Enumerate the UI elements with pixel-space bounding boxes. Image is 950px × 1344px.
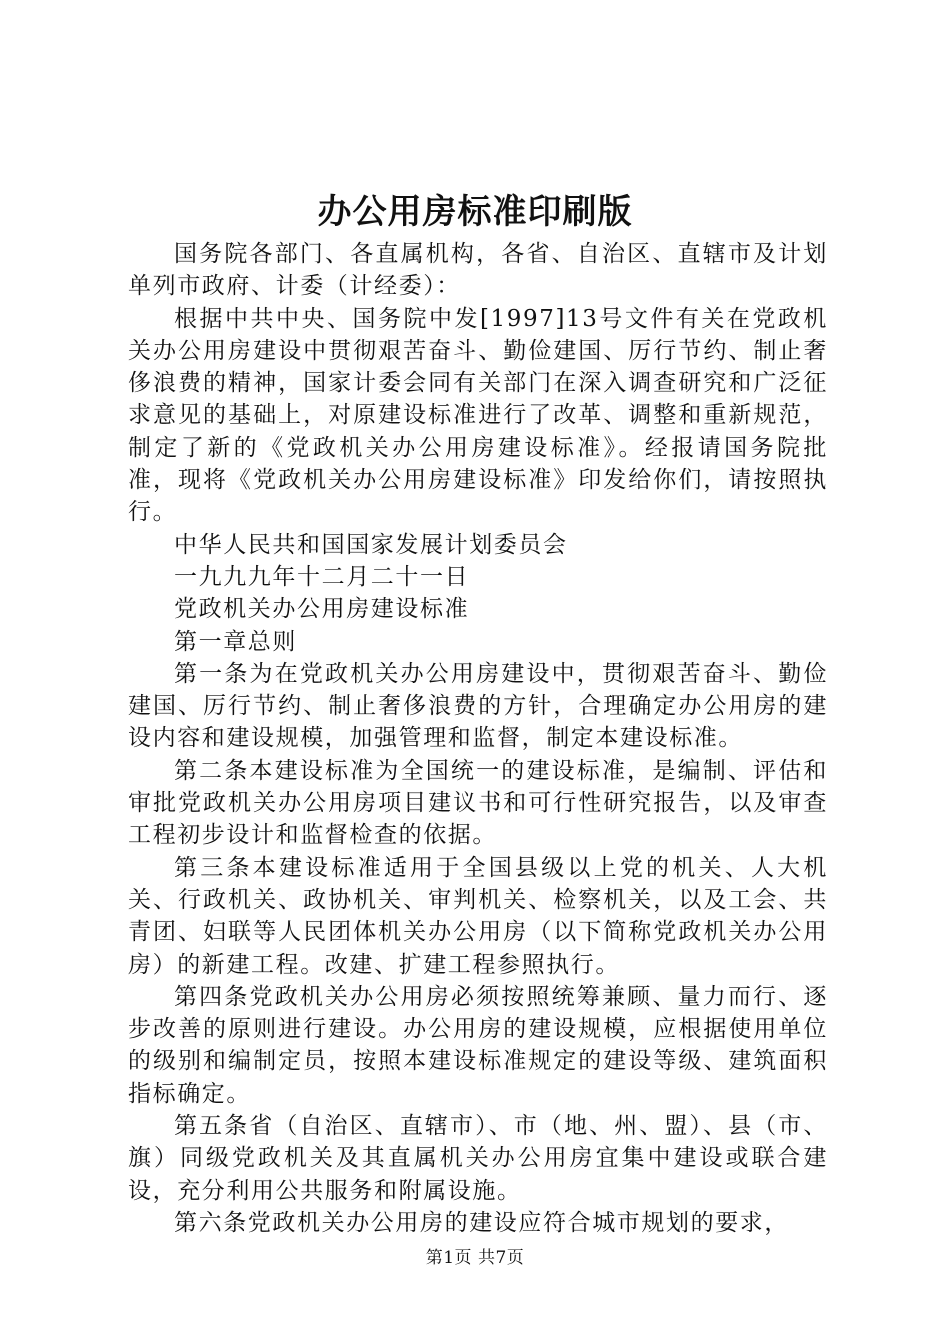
paragraph-addressees: 国务院各部门、各直属机构，各省、自治区、直辖市及计划单列市政府、计委（计经委）： xyxy=(128,241,828,300)
paragraph-article-4: 第四条党政机关办公用房必须按照统筹兼顾、量力而行、逐步改善的原则进行建设。办公用房的建设规模，应根据使用单位的级别和编制定员，按照本建设标准规定的建设等级、建筑面积指标确定。 xyxy=(128,983,828,1107)
paragraph-issuer: 中华人民共和国国家发展计划委员会 xyxy=(174,531,568,558)
paragraph-article-2: 第二条本建设标准为全国统一的建设标准，是编制、评估和审批党政机关办公用房项目建议书和可行性研究报告，以及审查工程初步设计和监督检查的依据。 xyxy=(128,757,828,849)
document-body xyxy=(128,238,828,1239)
paragraph-notice: 根据中共中央、国务院中发[1997]13号文件有关在党政机关办公用房建设中贯彻艰苦奋斗、勤俭建国、厉行节约、制止奢侈浪费的精神，国家计委会同有关部门在深入调查研究和广泛征求意见的基础上，对原建设标准进行了改革、调整和重新规范，制定了新的《党政机关办公用房建设标准》。经报请国务院批准，现将《党政机关办公用房建设标准》印发给你们，请按照执行。 xyxy=(128,305,828,526)
paragraph-article-3: 第三条本建设标准适用于全国县级以上党的机关、人大机关、行政机关、政协机关、审判机关、检察机关，以及工会、共青团、妇联等人民团体机关办公用房（以下简称党政机关办公用房）的新建工程。改建、扩建工程参照执行。 xyxy=(128,854,828,978)
paragraph-article-5: 第五条省（自治区、直辖市）、市（地、州、盟）、县（市、旗）同级党政机关及其直属机关办公用房宜集中建设或联合建设，充分利用公共服务和附属设施。 xyxy=(128,1113,828,1204)
page-footer: 第1页 共7页 xyxy=(425,1248,525,1268)
paragraph-chapter-heading: 第一章总则 xyxy=(174,628,297,655)
paragraph-article-1: 第一条为在党政机关办公用房建设中，贯彻艰苦奋斗、勤俭建国、厉行节约、制止奢侈浪费的方针，合理确定办公用房的建设内容和建设规模，加强管理和监督，制定本建设标准。 xyxy=(128,660,828,752)
document-title: 办公用房标准印刷版 xyxy=(317,192,633,232)
paragraph-standard-title: 党政机关办公用房建设标准 xyxy=(174,596,470,623)
paragraph-article-6: 第六条党政机关办公用房的建设应符合城市规划的要求， xyxy=(174,1209,789,1236)
paragraph-date: 一九九九年十二月二十一日 xyxy=(174,563,470,590)
